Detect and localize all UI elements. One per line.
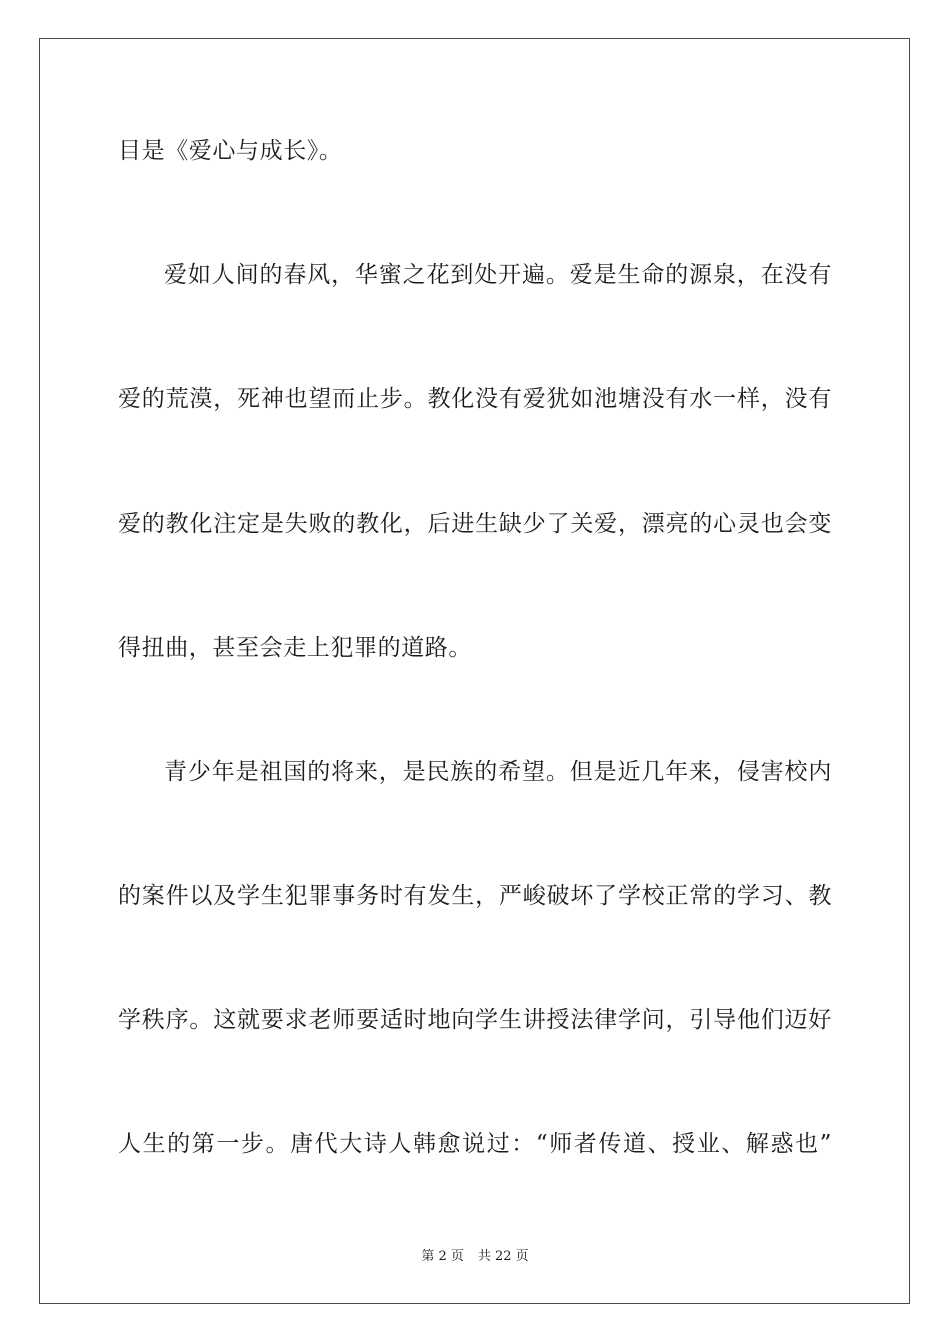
text-line: 学秩序。这就要求老师要适时地向学生讲授法律学问，引导他们迈好 <box>118 1007 832 1033</box>
text-line: 人生的第一步。唐代大诗人韩愈说过：“师者传道、授业、解惑也” <box>118 1131 832 1157</box>
text-line: 青少年是祖国的将来，是民族的希望。但是近几年来，侵害校内 <box>164 759 832 785</box>
page-footer <box>0 1248 950 1266</box>
text-line: 爱的荒漠，死神也望而止步。教化没有爱犹如池塘没有水一样，没有 <box>118 386 832 412</box>
text-line: 的案件以及学生犯罪事务时有发生，严峻破坏了学校正常的学习、教 <box>118 883 832 909</box>
text-line: 目是《爱心与成长》。 <box>118 138 343 164</box>
text-line: 得扭曲，甚至会走上犯罪的道路。 <box>118 635 472 661</box>
page-border <box>39 38 910 1304</box>
text-line: 爱的教化注定是失败的教化，后进生缺少了关爱，漂亮的心灵也会变 <box>118 511 832 537</box>
page-number: 第 2 页 <box>421 1249 464 1264</box>
text-line: 爱如人间的春风，华蜜之花到处开遍。爱是生命的源泉，在没有 <box>164 262 832 288</box>
page-total: 共 22 页 <box>477 1249 529 1264</box>
